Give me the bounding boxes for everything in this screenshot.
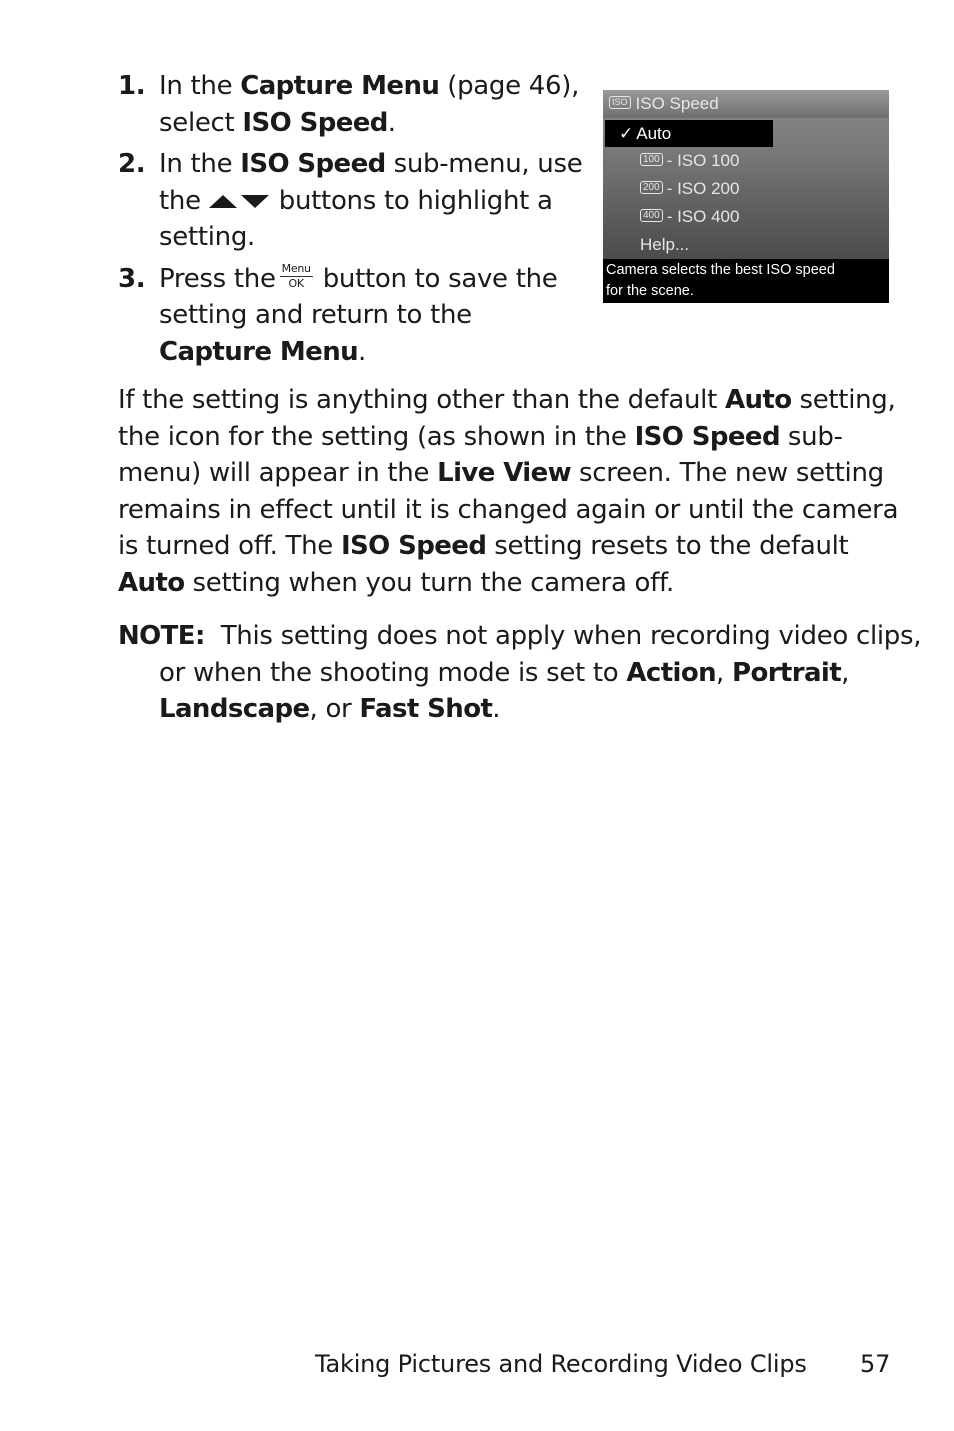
body-paragraph	[118, 382, 908, 601]
step-text: In the	[159, 71, 241, 101]
menu-option-auto	[605, 120, 773, 147]
emphasis: Action	[626, 657, 717, 688]
menu-label: Menu	[281, 261, 311, 275]
emphasis: Landscape	[159, 694, 310, 724]
menu-option-iso-200	[640, 175, 739, 202]
option-label: - ISO 100	[666, 151, 740, 170]
up-down-arrows-icon	[207, 192, 271, 210]
option-label: - ISO 400	[666, 207, 740, 226]
note-label: NOTE:	[118, 621, 205, 651]
text: ,	[716, 657, 732, 688]
text: .	[492, 694, 501, 724]
footer-chapter-title: Taking Pictures and Recording Video Clips	[315, 1350, 807, 1378]
menu-option-iso-400	[640, 203, 739, 230]
step-2	[118, 146, 588, 256]
emphasis: Live View	[437, 458, 572, 488]
text: sub-menu) will appear in the	[118, 421, 843, 488]
step-number: 3.	[118, 263, 146, 294]
step-emphasis: Capture Menu	[159, 336, 359, 367]
text: setting, the icon for the setting (as shown in the	[118, 385, 896, 452]
iso-200-icon: 200	[640, 181, 663, 194]
step-emphasis: ISO Speed	[242, 107, 388, 138]
note-paragraph	[118, 618, 949, 728]
screen-header	[603, 90, 889, 118]
iso-100-icon: 100	[640, 153, 663, 166]
step-number: 1.	[118, 71, 146, 101]
step-text: button to save the setting and return to the	[159, 263, 558, 330]
option-label: Help...	[640, 235, 690, 254]
emphasis: ISO Speed	[634, 421, 780, 452]
camera-screen-image	[603, 90, 889, 303]
step-emphasis: Capture Menu	[240, 71, 440, 101]
instruction-steps	[118, 68, 588, 375]
step-text: Press the	[159, 263, 276, 294]
step-text: sub-menu, use the	[159, 149, 583, 216]
description-line: for the scene.	[606, 283, 694, 299]
text: screen. The new setting remains in effect until it is changed again or until the camera is turned off. The	[118, 458, 899, 561]
step-number: 2.	[118, 149, 146, 179]
description-line: Camera selects the best ISO speed	[606, 262, 835, 278]
iso-400-icon: 400	[640, 209, 663, 222]
emphasis: Portrait	[731, 657, 842, 688]
emphasis: Auto	[118, 567, 185, 598]
option-label: Auto	[636, 124, 672, 143]
step-1	[118, 68, 588, 141]
step-text: .	[358, 336, 366, 367]
step-text: .	[387, 107, 396, 138]
emphasis: Fast Shot	[359, 694, 493, 724]
emphasis: ISO Speed	[340, 531, 487, 561]
text: If the setting is anything other than the default	[118, 385, 725, 415]
footer-page-number: 57	[860, 1350, 891, 1378]
screen-description	[603, 259, 889, 303]
step-emphasis: ISO Speed	[240, 149, 386, 179]
emphasis: Auto	[724, 385, 792, 415]
menu-option-iso-100	[640, 147, 739, 174]
text: setting resets to the default	[486, 531, 849, 561]
step-3	[118, 261, 588, 371]
iso-icon: ISO	[609, 96, 631, 109]
menu-option-help	[640, 231, 689, 258]
text: ,	[841, 657, 850, 688]
checkmark-icon: ✓	[619, 124, 634, 143]
ok-label: OK	[288, 276, 304, 290]
text: setting when you turn the camera off.	[184, 567, 674, 598]
screen-title: ISO Speed	[635, 94, 719, 113]
menu-ok-button-icon	[280, 263, 313, 290]
text: , or	[309, 694, 360, 724]
step-text: (page 46), select	[159, 71, 580, 138]
step-text: buttons to highlight a setting.	[159, 185, 553, 252]
step-text: In the	[159, 149, 241, 179]
option-label: - ISO 200	[666, 179, 740, 198]
text: This setting does not apply when recording video clips, or when the shooting mode is set to	[159, 621, 930, 688]
